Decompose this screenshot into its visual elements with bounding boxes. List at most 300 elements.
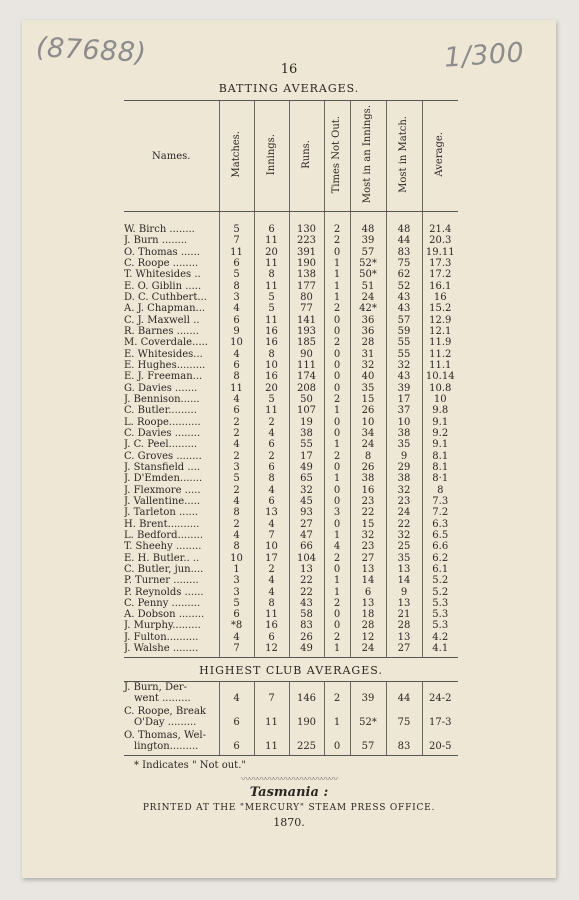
times-not-out-cell: 1 [324, 706, 350, 730]
most-in-innings-cell: 18 [350, 609, 386, 620]
innings-cell: 4 [254, 485, 289, 496]
innings-cell: 7 [254, 530, 289, 541]
matches-cell: 4 [219, 303, 254, 314]
innings-cell: 11 [254, 315, 289, 326]
most-in-innings-cell: 52* [350, 706, 386, 730]
average-cell: 11.1 [422, 360, 458, 371]
table-row [124, 485, 458, 496]
player-name-cell: J. C. Peel......... [124, 439, 198, 451]
runs-cell: 77 [289, 303, 324, 314]
player-name-cell: H. Brent.......... [124, 518, 200, 530]
matches-cell: *8 [219, 620, 254, 631]
most-in-innings-cell: 36 [350, 315, 386, 326]
innings-cell: 4 [254, 575, 289, 586]
header-innings: Innings. [254, 101, 289, 212]
matches-cell: 2 [219, 417, 254, 428]
most-in-innings-cell: 27 [350, 553, 386, 564]
club-averages-table [124, 682, 458, 756]
most-in-innings-cell: 10 [350, 417, 386, 428]
most-in-innings-cell: 26 [350, 462, 386, 473]
innings-cell: 7 [254, 682, 289, 706]
times-not-out-cell: 2 [324, 235, 350, 246]
most-in-match-cell: 39 [386, 383, 422, 394]
matches-cell: 4 [219, 530, 254, 541]
most-in-innings-cell: 51 [350, 281, 386, 292]
runs-cell: 208 [289, 383, 324, 394]
runs-cell: 38 [289, 428, 324, 439]
times-not-out-cell: 2 [324, 303, 350, 314]
table-row [124, 383, 458, 394]
innings-cell: 12 [254, 643, 289, 658]
times-not-out-cell: 0 [324, 315, 350, 326]
table-row [124, 643, 458, 658]
matches-cell: 6 [219, 706, 254, 730]
innings-cell: 11 [254, 706, 289, 730]
matches-cell: 6 [219, 730, 254, 756]
batting-averages-table [124, 100, 458, 658]
matches-cell: 7 [219, 643, 254, 658]
matches-cell: 2 [219, 485, 254, 496]
average-cell: 6.5 [422, 530, 458, 541]
runs-cell: 130 [289, 224, 324, 235]
player-name-cell: D. C. Cuthbert... [124, 291, 207, 303]
player-name-cell: O. Thomas ...... [124, 246, 200, 258]
club-player-line2: O'Day ......... [134, 717, 197, 728]
spacer-cell [289, 212, 324, 225]
table-row [124, 315, 458, 326]
times-not-out-cell: 2 [324, 553, 350, 564]
average-cell: 12.9 [422, 315, 458, 326]
most-in-innings-cell: 32 [350, 360, 386, 371]
times-not-out-cell: 2 [324, 598, 350, 609]
average-cell: 15.2 [422, 303, 458, 314]
times-not-out-cell: 0 [324, 247, 350, 258]
most-in-match-cell: 29 [386, 462, 422, 473]
table-row [124, 303, 458, 314]
average-cell: 4.2 [422, 632, 458, 643]
header-most-in-innings: Most in an Innings. [350, 101, 386, 212]
times-not-out-cell: 1 [324, 575, 350, 586]
most-in-match-cell: 24 [386, 507, 422, 518]
table-row [124, 587, 458, 598]
table-row [124, 609, 458, 620]
most-in-innings-cell: 6 [350, 587, 386, 598]
player-name-cell: T. Whitesides .. [124, 269, 201, 281]
most-in-innings-cell: 26 [350, 405, 386, 416]
most-in-match-cell: 14 [386, 575, 422, 586]
runs-cell: 66 [289, 541, 324, 552]
header-most-in-match: Most in Match. [386, 101, 422, 212]
most-in-match-cell: 10 [386, 417, 422, 428]
player-name-cell: J. Bennison...... [124, 393, 200, 405]
innings-cell: 16 [254, 620, 289, 631]
matches-cell: 4 [219, 349, 254, 360]
header-average: Average. [422, 101, 458, 212]
most-in-match-cell: 43 [386, 371, 422, 382]
player-name-cell: A. Dobson ........ [124, 609, 205, 621]
average-cell: 4.1 [422, 643, 458, 658]
matches-cell: 1 [219, 564, 254, 575]
player-name-cell: A. J. Chapman... [124, 303, 206, 315]
times-not-out-cell: 1 [324, 405, 350, 416]
most-in-match-cell: 55 [386, 349, 422, 360]
runs-cell: 58 [289, 609, 324, 620]
matches-cell: 5 [219, 269, 254, 280]
most-in-innings-cell: 14 [350, 575, 386, 586]
times-not-out-cell: 1 [324, 530, 350, 541]
table-row [124, 269, 458, 280]
table-row [124, 360, 458, 371]
most-in-innings-cell: 24 [350, 292, 386, 303]
average-cell: 5.3 [422, 598, 458, 609]
times-not-out-cell: 1 [324, 587, 350, 598]
runs-cell: 45 [289, 496, 324, 507]
innings-cell: 16 [254, 326, 289, 337]
most-in-match-cell: 13 [386, 632, 422, 643]
matches-cell: 2 [219, 451, 254, 462]
table-row [124, 451, 458, 462]
times-not-out-cell: 1 [324, 292, 350, 303]
club-averages-section [124, 664, 458, 756]
matches-cell: 8 [219, 281, 254, 292]
innings-cell: 13 [254, 507, 289, 518]
player-name-cell: T. Sheehy ........ [124, 541, 202, 553]
matches-cell: 8 [219, 541, 254, 552]
matches-cell: 9 [219, 326, 254, 337]
most-in-match-cell: 13 [386, 598, 422, 609]
player-name-cell: C. Roope ........ [124, 257, 199, 269]
club-player-line1: O. Thomas, Wel- [124, 730, 206, 741]
times-not-out-cell: 2 [324, 451, 350, 462]
player-name-cell: J. D'Emden....... [124, 473, 203, 485]
most-in-innings-cell: 50* [350, 269, 386, 280]
table-row [124, 564, 458, 575]
club-player-line1: C. Roope, Break [124, 706, 206, 717]
most-in-innings-cell: 32 [350, 530, 386, 541]
most-in-innings-cell: 52* [350, 258, 386, 269]
runs-cell: 93 [289, 507, 324, 518]
runs-cell: 141 [289, 315, 324, 326]
innings-cell: 11 [254, 258, 289, 269]
table-row [124, 507, 458, 518]
most-in-innings-cell: 28 [350, 620, 386, 631]
runs-cell: 26 [289, 632, 324, 643]
average-cell: 17.3 [422, 258, 458, 269]
times-not-out-cell: 0 [324, 609, 350, 620]
header-times-not-out: Times Not Out. [324, 101, 350, 212]
runs-cell: 190 [289, 706, 324, 730]
most-in-innings-cell: 28 [350, 337, 386, 348]
player-name-cell: E. O. Giblin ..... [124, 280, 202, 292]
runs-cell: 17 [289, 451, 324, 462]
most-in-match-cell: 17 [386, 394, 422, 405]
innings-cell: 4 [254, 519, 289, 530]
most-in-match-cell: 27 [386, 643, 422, 658]
runs-cell: 22 [289, 575, 324, 586]
player-name-cell: E. Hughes......... [124, 359, 206, 371]
table-row [124, 337, 458, 348]
table-row [124, 281, 458, 292]
times-not-out-cell: 1 [324, 643, 350, 658]
average-cell: 5.3 [422, 620, 458, 631]
average-cell: 9.2 [422, 428, 458, 439]
matches-cell: 11 [219, 247, 254, 258]
most-in-match-cell: 32 [386, 485, 422, 496]
most-in-innings-cell: 16 [350, 485, 386, 496]
innings-cell: 11 [254, 405, 289, 416]
matches-cell: 3 [219, 292, 254, 303]
runs-cell: 104 [289, 553, 324, 564]
most-in-innings-cell: 31 [350, 349, 386, 360]
club-player-line1: J. Burn, Der- [124, 682, 188, 693]
most-in-innings-cell: 23 [350, 496, 386, 507]
innings-cell: 2 [254, 451, 289, 462]
times-not-out-cell: 2 [324, 394, 350, 405]
table-row [124, 292, 458, 303]
matches-cell: 10 [219, 337, 254, 348]
player-name-cell: C. Butler......... [124, 405, 197, 417]
most-in-innings-cell: 24 [350, 643, 386, 658]
matches-cell: 2 [219, 519, 254, 530]
ornamental-rule: 〰〰〰〰〰〰〰〰〰〰〰〰 [240, 775, 337, 785]
most-in-match-cell: 25 [386, 541, 422, 552]
runs-cell: 65 [289, 473, 324, 484]
average-cell: 11.2 [422, 349, 458, 360]
most-in-match-cell: 9 [386, 587, 422, 598]
innings-cell: 8 [254, 598, 289, 609]
table-row [124, 417, 458, 428]
average-cell: 8.1 [422, 451, 458, 462]
runs-cell: 13 [289, 564, 324, 575]
average-cell: 24-2 [422, 682, 458, 706]
runs-cell: 50 [289, 394, 324, 405]
player-name-cell: E. Whitesides... [124, 348, 203, 360]
most-in-innings-cell: 48 [350, 224, 386, 235]
imprint-printer: PRINTED AT THE "MERCURY" STEAM PRESS OFFICE. [142, 803, 436, 813]
matches-cell: 6 [219, 315, 254, 326]
innings-cell: 5 [254, 394, 289, 405]
club-row [124, 682, 458, 706]
matches-cell: 5 [219, 224, 254, 235]
spacer-cell [254, 212, 289, 225]
handwritten-catalogue-number: (87688) [35, 32, 148, 69]
innings-cell: 20 [254, 383, 289, 394]
batting-averages-title: BATTING AVERAGES. [218, 82, 360, 95]
matches-cell: 11 [219, 383, 254, 394]
most-in-innings-cell: 13 [350, 564, 386, 575]
handwritten-price: 1/300 [443, 37, 526, 74]
average-cell: 6.1 [422, 564, 458, 575]
table-row [124, 620, 458, 631]
matches-cell: 5 [219, 473, 254, 484]
innings-cell: 4 [254, 428, 289, 439]
player-name-cell: R. Barnes ....... [124, 325, 199, 337]
most-in-match-cell: 35 [386, 553, 422, 564]
runs-cell: 90 [289, 349, 324, 360]
innings-cell: 16 [254, 337, 289, 348]
average-cell: 6.3 [422, 519, 458, 530]
most-in-match-cell: 21 [386, 609, 422, 620]
runs-cell: 22 [289, 587, 324, 598]
header-names: Names. [124, 101, 219, 212]
table-row [124, 428, 458, 439]
most-in-match-cell: 52 [386, 281, 422, 292]
times-not-out-cell: 1 [324, 281, 350, 292]
table-row [124, 575, 458, 586]
times-not-out-cell: 0 [324, 349, 350, 360]
innings-cell: 11 [254, 730, 289, 756]
matches-cell: 7 [219, 235, 254, 246]
runs-cell: 47 [289, 530, 324, 541]
club-player-cell [124, 706, 219, 730]
innings-cell: 6 [254, 224, 289, 235]
average-cell: 21.4 [422, 224, 458, 235]
spacer-cell [350, 212, 386, 225]
table-spacer-row [124, 212, 458, 225]
player-name-cell: L. Bedford........ [124, 529, 203, 541]
runs-cell: 391 [289, 247, 324, 258]
table-row [124, 394, 458, 405]
most-in-match-cell: 83 [386, 730, 422, 756]
most-in-innings-cell: 57 [350, 730, 386, 756]
club-player-line2: went ......... [134, 693, 191, 704]
table-row [124, 496, 458, 507]
average-cell: 5.2 [422, 587, 458, 598]
matches-cell: 4 [219, 439, 254, 450]
table-row [124, 632, 458, 643]
innings-cell: 2 [254, 564, 289, 575]
runs-cell: 223 [289, 235, 324, 246]
average-cell: 6.6 [422, 541, 458, 552]
matches-cell: 5 [219, 598, 254, 609]
table-row [124, 439, 458, 450]
matches-cell: 6 [219, 609, 254, 620]
matches-cell: 4 [219, 632, 254, 643]
times-not-out-cell: 0 [324, 485, 350, 496]
average-cell: 5.3 [422, 609, 458, 620]
most-in-match-cell: 43 [386, 292, 422, 303]
most-in-match-cell: 38 [386, 473, 422, 484]
average-cell: 17-3 [422, 706, 458, 730]
spacer-cell [124, 212, 219, 225]
most-in-match-cell: 32 [386, 530, 422, 541]
times-not-out-cell: 0 [324, 326, 350, 337]
average-cell: 5.2 [422, 575, 458, 586]
runs-cell: 49 [289, 462, 324, 473]
average-cell: 9.1 [422, 439, 458, 450]
innings-cell: 8 [254, 349, 289, 360]
most-in-match-cell: 23 [386, 496, 422, 507]
table-row [124, 326, 458, 337]
average-cell: 9.1 [422, 417, 458, 428]
club-averages-title: HIGHEST CLUB AVERAGES. [124, 664, 458, 682]
most-in-match-cell: 9 [386, 451, 422, 462]
matches-cell: 6 [219, 258, 254, 269]
runs-cell: 185 [289, 337, 324, 348]
player-name-cell: C. Penny ......... [124, 597, 201, 609]
times-not-out-cell: 0 [324, 360, 350, 371]
innings-cell: 6 [254, 496, 289, 507]
player-name-cell: J. Fulton.......... [124, 631, 199, 643]
most-in-innings-cell: 22 [350, 507, 386, 518]
times-not-out-cell: 0 [324, 371, 350, 382]
times-not-out-cell: 0 [324, 620, 350, 631]
runs-cell: 146 [289, 682, 324, 706]
innings-cell: 20 [254, 247, 289, 258]
runs-cell: 177 [289, 281, 324, 292]
times-not-out-cell: 2 [324, 224, 350, 235]
innings-cell: 17 [254, 553, 289, 564]
player-name-cell: E. J. Freeman... [124, 371, 203, 383]
player-name-cell: J. Tarleton ...... [124, 507, 199, 519]
times-not-out-cell: 1 [324, 258, 350, 269]
table-row [124, 473, 458, 484]
most-in-match-cell: 44 [386, 682, 422, 706]
times-not-out-cell: 0 [324, 428, 350, 439]
average-cell: 9.8 [422, 405, 458, 416]
matches-cell: 6 [219, 360, 254, 371]
most-in-innings-cell: 13 [350, 598, 386, 609]
times-not-out-cell: 0 [324, 519, 350, 530]
runs-cell: 83 [289, 620, 324, 631]
runs-cell: 190 [289, 258, 324, 269]
batting-header-row [124, 101, 458, 212]
most-in-match-cell: 32 [386, 360, 422, 371]
player-name-cell: L. Roope.......... [124, 416, 201, 428]
player-name-cell: P. Turner ........ [124, 575, 199, 587]
club-row [124, 730, 458, 756]
table-row [124, 405, 458, 416]
player-name-cell: J. Murphy......... [124, 620, 201, 632]
document-page [22, 20, 556, 878]
imprint-place: Tasmania : [249, 785, 329, 800]
most-in-match-cell: 38 [386, 428, 422, 439]
innings-cell: 8 [254, 269, 289, 280]
spacer-cell [386, 212, 422, 225]
most-in-innings-cell: 15 [350, 519, 386, 530]
average-cell: 8.1 [422, 462, 458, 473]
matches-cell: 4 [219, 682, 254, 706]
table-row [124, 519, 458, 530]
average-cell: 10.14 [422, 371, 458, 382]
times-not-out-cell: 1 [324, 473, 350, 484]
runs-cell: 225 [289, 730, 324, 756]
player-name-cell: C. Davies ........ [124, 427, 201, 439]
imprint-year: 1870. [273, 816, 305, 829]
average-cell: 16 [422, 292, 458, 303]
header-matches: Matches. [219, 101, 254, 212]
average-cell: 17.2 [422, 269, 458, 280]
spacer-cell [422, 212, 458, 225]
times-not-out-cell: 2 [324, 632, 350, 643]
most-in-innings-cell: 35 [350, 383, 386, 394]
club-player-line2: lington......... [134, 741, 199, 752]
average-cell: 8·1 [422, 473, 458, 484]
spacer-cell [324, 212, 350, 225]
spacer-cell [219, 212, 254, 225]
runs-cell: 138 [289, 269, 324, 280]
most-in-match-cell: 75 [386, 258, 422, 269]
player-name-cell: C. Butler, jun.... [124, 563, 204, 575]
times-not-out-cell: 3 [324, 507, 350, 518]
average-cell: 16.1 [422, 281, 458, 292]
most-in-innings-cell: 39 [350, 235, 386, 246]
innings-cell: 10 [254, 360, 289, 371]
batting-table-body [124, 212, 458, 658]
innings-cell: 10 [254, 541, 289, 552]
times-not-out-cell: 0 [324, 417, 350, 428]
table-row [124, 462, 458, 473]
